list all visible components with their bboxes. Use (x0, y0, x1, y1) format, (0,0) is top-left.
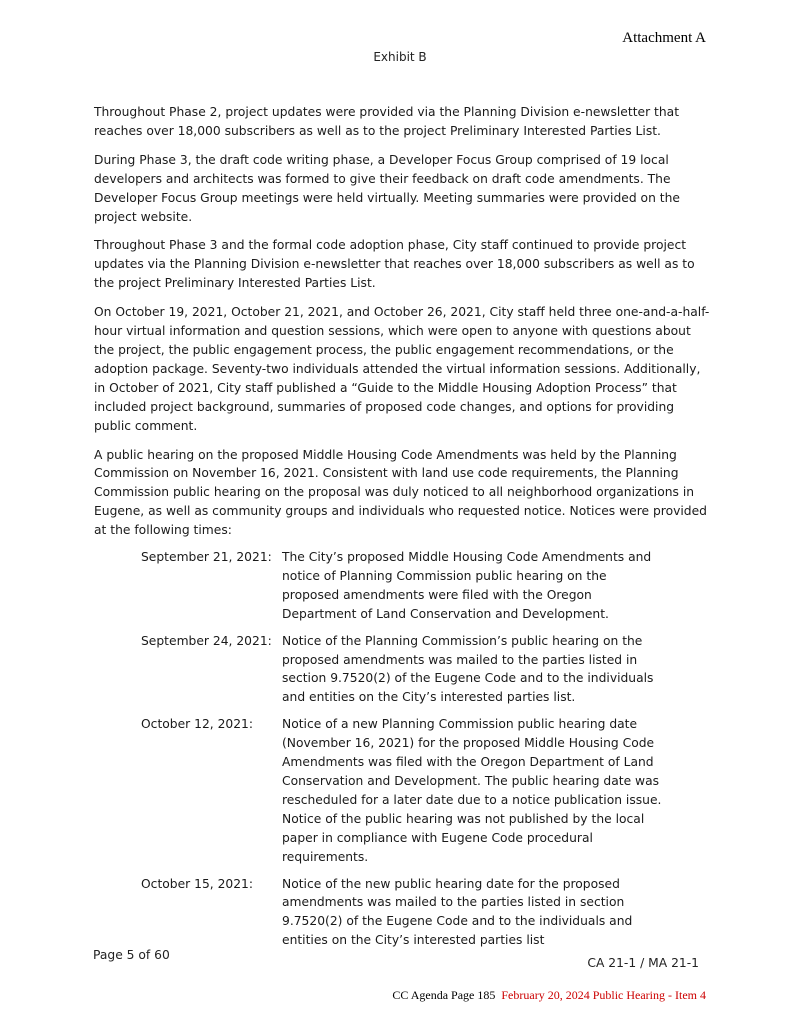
notice-text: The City’s proposed Middle Housing Code Amendments and notice of Planning Commission public hearing on the proposed amendments were filed with the Oregon Department of Land Conservation and Development. (282, 550, 652, 621)
agenda-page-label: CC Agenda Page 185 (392, 988, 496, 1002)
agenda-footer (300, 988, 706, 1003)
notice-text: Notice of a new Planning Commission public hearing date (November 16, 2021) for the proposed Middle Housing Code Amendments was filed with the Oregon Department of Land Conservation and Development. The public hearing date was rescheduled for a later date due to a notice publication issue. Notice of the public hearing was not published by the local paper in compliance with Eugene Code procedural requirements. (282, 717, 662, 864)
notice-date: September 24, 2021: (141, 633, 272, 648)
paragraph-phase-3-updates: Throughout Phase 3 and the formal code adoption phase, City staff continued to provide project updates via the Planning Division e-newsletter that reaches over 18,000 subscribers as well as to the project Preliminary Interested Parties List. (94, 238, 695, 291)
case-number: CA 21-1 / MA 21-1 (587, 956, 699, 970)
exhibit-label: Exhibit B (373, 50, 427, 64)
paragraph-public-hearing: A public hearing on the proposed Middle Housing Code Amendments was held by the Planning Commission on November 16, 2021. Consistent with land use code requirements, the Planning Commission public hearing on the proposal was duly noticed to all neighborhood organizations in Eugene, as well as community groups and individuals who requested notice. Notices were provided at the following times: (94, 447, 707, 538)
hearing-label: February 20, 2024 Public Hearing - Item 4 (501, 988, 706, 1002)
paragraph-developer-focus-group: During Phase 3, the draft code writing phase, a Developer Focus Group comprised of 19 local developers and architects was formed to give their feedback on draft code amendments. The Developer Focus Group meetings were held virtually. Meeting summaries were provided on the project website. (94, 152, 680, 224)
notice-list (94, 548, 712, 950)
page-number: Page 5 of 60 (93, 948, 170, 962)
notice-text: Notice of the new public hearing date for the proposed amendments was mailed to the parties listed in section 9.7520(2) of the Eugene Code and to the individuals and entities on the City’s interested parties list (282, 876, 633, 948)
attachment-label: Attachment A (622, 30, 706, 46)
notice-item (94, 715, 712, 866)
paragraph-phase-2-updates: Throughout Phase 2, project updates were provided via the Planning Division e-newsletter that reaches over 18,000 subscribers as well as to the project Preliminary Interested Parties List. (94, 105, 680, 138)
notice-date: October 15, 2021: (141, 876, 254, 891)
notice-item (94, 875, 712, 951)
notice-item (94, 548, 712, 624)
paragraph-info-sessions: On October 19, 2021, October 21, 2021, and October 26, 2021, City staff held three one-and-a-half-hour virtual information and question sessions, which were open to anyone with questions about the project, the public engagement process, the public engagement recommendations, or the adoption package. Seventy-two individuals attended the virtual information sessions. Additionally, in October of 2021, City staff published a “Guide to the Middle Housing Adoption Process” that included project background, summaries of proposed code changes, and options for providing public comment. (94, 305, 710, 433)
notice-item (94, 632, 712, 708)
notice-date: September 21, 2021: (141, 550, 272, 565)
notice-date: October 12, 2021: (141, 717, 254, 732)
document-body (94, 103, 712, 958)
notice-text: Notice of the Planning Commission’s public hearing on the proposed amendments was mailed to the parties listed in section 9.7520(2) of the Eugene Code and to the individuals and entities on the City’s interested parties list. (282, 633, 654, 705)
